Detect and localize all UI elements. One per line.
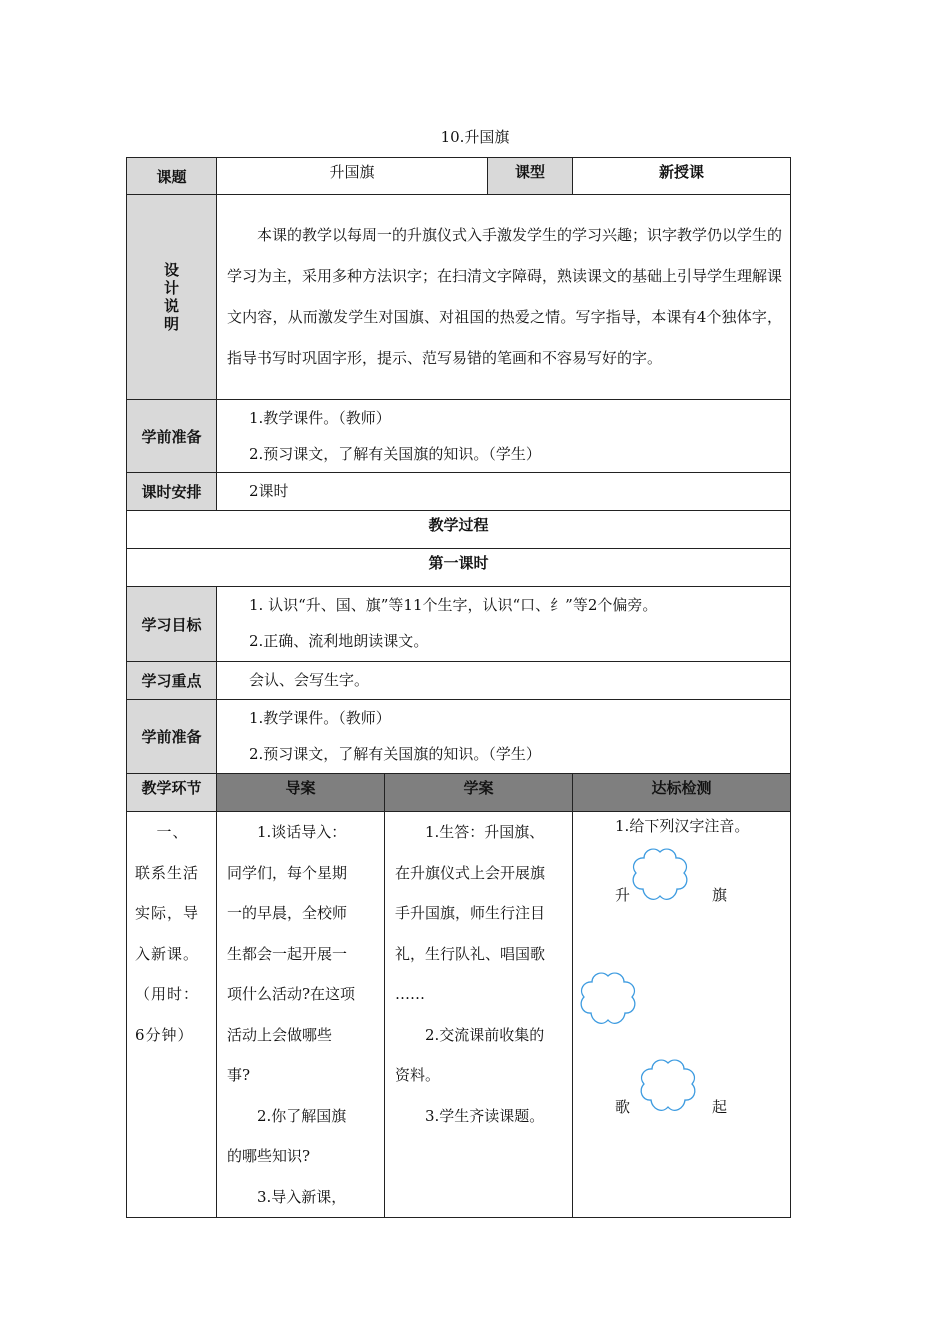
focus-row: [127, 662, 791, 700]
stage-line: 入新课。: [135, 944, 200, 963]
stage-line: 实际，导: [135, 904, 200, 922]
guide-line: 3.导入新课，: [257, 1187, 347, 1206]
answer-flower-shape[interactable]: [638, 1057, 698, 1115]
guide-line: 生都会一起开展一: [227, 944, 348, 963]
answer-flower-shape[interactable]: [630, 846, 690, 904]
guide-line: 活动上会做哪些: [227, 1025, 333, 1044]
stage-line: 联系生活: [135, 863, 200, 882]
focus-value: 会认、会写生字。: [249, 671, 370, 689]
guide-line: 2.你了解国旗: [257, 1106, 347, 1125]
pinyin-char: 歌: [615, 1098, 631, 1116]
topic-row: [127, 158, 791, 195]
guide-line: 1.谈话导入：: [257, 823, 347, 841]
first-period-label: 第一课时: [127, 549, 791, 587]
focus-label: 学习重点: [127, 662, 217, 700]
prep-item: 1.教学课件。（教师）: [249, 409, 391, 427]
study-line: 1.生答：升国旗、: [425, 823, 545, 841]
study-line: 资料。: [395, 1066, 441, 1084]
study-cell: [385, 812, 573, 1218]
goal-item: 2.正确、流利地朗读课文。: [249, 632, 429, 650]
pinyin-char: 旗: [712, 886, 728, 904]
process-row: [127, 511, 791, 549]
page-title: 10.升国旗: [440, 128, 510, 146]
study-line: ……: [395, 985, 425, 1003]
prep-row: [127, 400, 791, 473]
prep-label: 学前准备: [127, 400, 217, 473]
check-header: 达标检测: [573, 774, 791, 812]
goal-row: [127, 587, 791, 662]
pinyin-char: 起: [712, 1098, 728, 1116]
prep2-item: 2.预习课文，了解有关国旗的知识。（学生）: [249, 745, 541, 763]
goal-item: 1. 认识“升、国、旗”等11个生字，认识“口、纟”等2个偏旁。: [249, 596, 658, 614]
prep2-label: 学前准备: [127, 700, 217, 774]
design-text: 本课的教学以每周一的升旗仪式入手激发学生的学习兴趣；识字教学仍以学生的学习为主，采用多种方法识字；在扫清文字障碍，熟读课文的基础上引导学生理解课文内容，从而激发学生对国旗、对祖国的热爱之情。写字指导，本课有4个独体字，指导书写时巩固字形，提示、范写易错的笔画和不容易写好的字。: [217, 195, 791, 400]
guide-line: 同学们，每个星期: [227, 863, 348, 882]
study-line: 3.学生齐读课题。: [425, 1106, 545, 1125]
guide-line: 的哪些知识?: [227, 1147, 311, 1165]
type-value: 新授课: [573, 158, 791, 195]
study-line: 在升旗仪式上会开展旗: [395, 863, 546, 882]
pinyin-char: 升: [615, 886, 631, 904]
schedule-row: [127, 473, 791, 511]
stage-cell: [127, 812, 217, 1218]
answer-flower-shape[interactable]: [578, 970, 638, 1028]
check-title: 1.给下列汉字注音。: [615, 817, 750, 835]
study-line: 2.交流课前收集的: [425, 1025, 545, 1044]
process-label: 教学过程: [127, 511, 791, 549]
stage-line: （用时：: [135, 985, 200, 1003]
stage-header: 教学环节: [127, 774, 217, 812]
content-row: [127, 812, 791, 1218]
guide-header: 导案: [217, 774, 385, 812]
type-label: 课型: [488, 158, 572, 194]
schedule-value: 2课时: [249, 482, 289, 500]
guide-line: 项什么活动?在这项: [227, 985, 356, 1003]
stage-line: 6分钟）: [135, 1025, 194, 1044]
stage-line: 一、: [156, 823, 189, 841]
column-header-row: [127, 774, 791, 812]
study-header: 学案: [385, 774, 573, 812]
study-line: 手升国旗，师生行注目: [395, 904, 546, 922]
prep2-row: [127, 700, 791, 774]
schedule-label: 课时安排: [127, 473, 217, 511]
first-period-row: [127, 549, 791, 587]
guide-line: 一的早晨，全校师: [227, 904, 348, 922]
prep-item: 2.预习课文，了解有关国旗的知识。（学生）: [249, 445, 541, 463]
guide-cell: [217, 812, 385, 1218]
goal-label: 学习目标: [127, 587, 217, 662]
guide-line: 事?: [227, 1066, 251, 1084]
topic-label: 课题: [127, 158, 217, 195]
topic-value: 升国旗: [217, 158, 488, 194]
study-line: 礼，生行队礼、唱国歌: [395, 944, 546, 963]
design-row: [127, 195, 791, 400]
prep2-item: 1.教学课件。（教师）: [249, 709, 391, 727]
design-label: 设计说明: [164, 261, 180, 333]
